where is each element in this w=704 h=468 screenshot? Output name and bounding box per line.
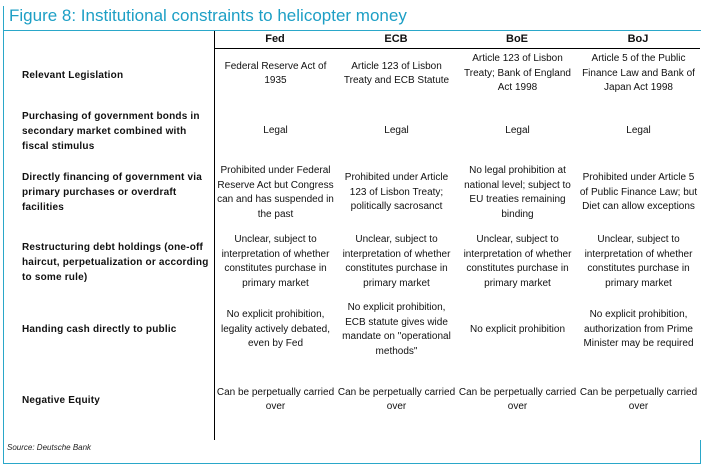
table-cell: Unclear, subject to interpretation of whether constitutes purchase in primary market xyxy=(584,234,693,289)
header-divider xyxy=(214,48,700,49)
row-label-negative-equity: Negative Equity xyxy=(22,395,101,406)
table-cell: No explicit prohibition, ECB statute gives wide mandate on "operational methods" xyxy=(342,302,451,357)
table-cell: Unclear, subject to interpretation of whether constitutes purchase in primary market xyxy=(342,234,451,289)
column-header-boe: BoE xyxy=(506,33,528,45)
row-label-handing-cash: Handing cash directly to public xyxy=(22,324,177,335)
table-cell: Legal xyxy=(505,124,530,136)
column-header-fed: Fed xyxy=(265,33,285,45)
table-cell: Legal xyxy=(263,124,288,136)
source-note: Source: Deutsche Bank xyxy=(7,443,92,452)
table-cell: Prohibited under Article 5 of Public Finance Law; but Diet can allow exceptions xyxy=(579,172,698,213)
table-cell: No legal prohibition at national level; subject to EU treaties remaining binding xyxy=(464,165,571,220)
table-cell: Article 123 of Lisbon Treaty; Bank of England Act 1998 xyxy=(464,53,571,94)
table-cell: Can be perpetually carried over xyxy=(579,386,698,412)
table-cell: Unclear, subject to interpretation of whether constitutes purchase in primary market xyxy=(221,234,330,289)
table-cell: Can be perpetually carried over xyxy=(337,386,456,412)
table-cell: Federal Reserve Act of 1935 xyxy=(224,60,327,86)
row-label-direct-financing: Directly financing of government via primary purchases or overdraft facilities xyxy=(22,172,203,213)
left-border xyxy=(3,6,4,464)
table-cell: No explicit prohibition xyxy=(469,323,566,335)
table-cell: Can be perpetually carried over xyxy=(458,386,577,412)
table-cell: Article 123 of Lisbon Treaty and ECB Statute xyxy=(343,60,450,86)
row-label-restructuring-debt: Restructuring debt holdings (one-off haircut, perpetualization or according to some rule) xyxy=(22,242,209,283)
table-cell: Legal xyxy=(384,124,409,136)
figure-title: Figure 8: Institutional constraints to helicopter money xyxy=(9,6,407,25)
table-cell: Article 5 of the Public Finance Law and Bank of Japan Act 1998 xyxy=(582,53,695,94)
table-cell: Prohibited under Article 123 of Lisbon Treaty; politically sacrosanct xyxy=(344,172,449,213)
row-label-legislation: Relevant Legislation xyxy=(22,70,124,81)
column-header-boj: BoJ xyxy=(627,33,649,45)
table-cell: No explicit prohibition, legality actively debated, even by Fed xyxy=(221,309,330,350)
table-cell: No explicit prohibition, authorization from Prime Minister may be required xyxy=(583,309,694,350)
table-cell: Unclear, subject to interpretation of whether constitutes purchase in primary market xyxy=(463,234,572,289)
right-border xyxy=(700,440,701,464)
row-label-bond-purchasing: Purchasing of government bonds in secondary market combined with fiscal stimulus xyxy=(22,111,200,152)
bottom-border xyxy=(3,463,701,464)
table-cell: Prohibited under Federal Reserve Act but Congress can and has suspended in the past xyxy=(217,165,334,220)
column-header-ecb: ECB xyxy=(384,33,408,45)
title-divider xyxy=(3,30,701,31)
table-cell: Can be perpetually carried over xyxy=(216,386,335,412)
table-cell: Legal xyxy=(626,124,651,136)
